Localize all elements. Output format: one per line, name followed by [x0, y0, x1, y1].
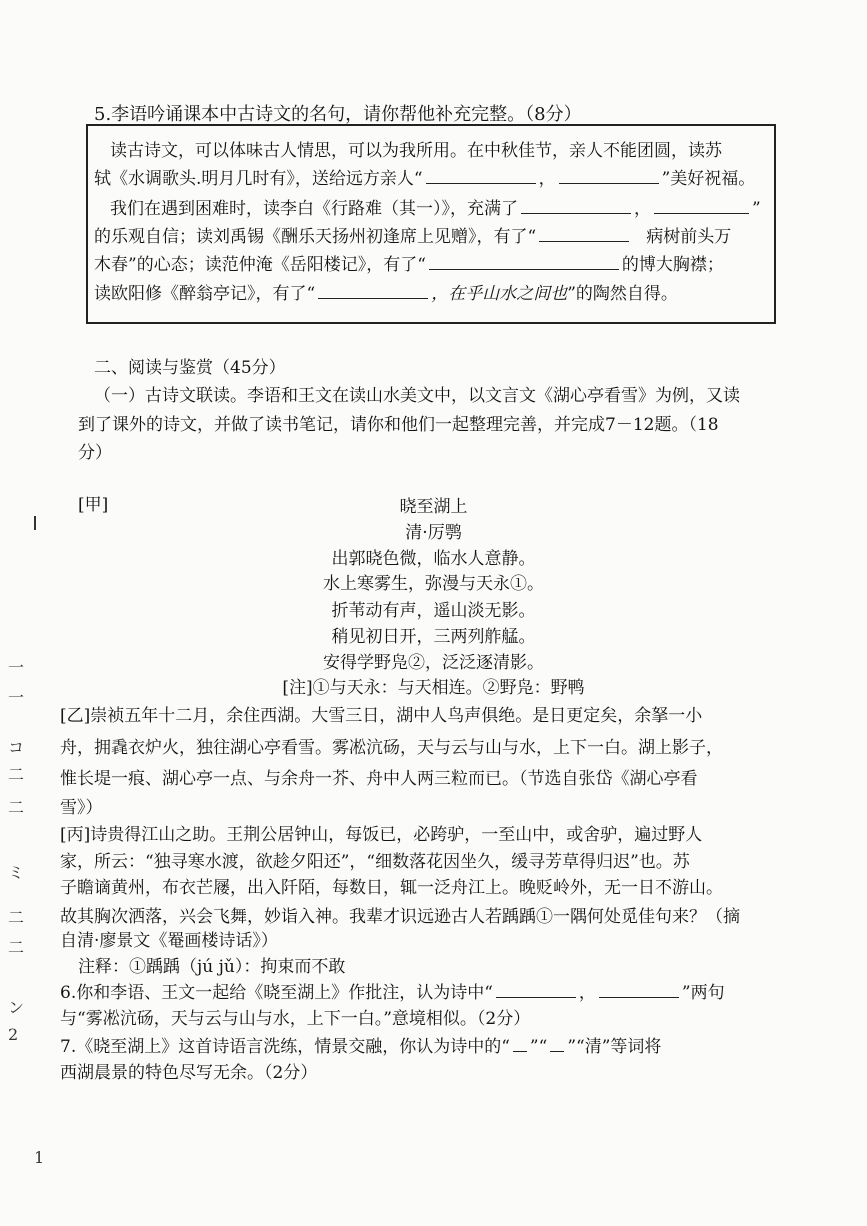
answer-blank [539, 240, 629, 242]
q5-text: ” [752, 199, 761, 219]
bing-note: 注释：①踽踽（jú jǔ）：拘束而不敢 [78, 957, 346, 977]
q6-text: 6.你和李语、王文一起给《晓至湖上》作批注，认为诗中“ [60, 983, 493, 1003]
bing-line: 故其胸次洒落，兴会飞舞，妙诣入神。我辈才识远逊古人若踽踽①一隅何处觅佳句来？（摘 [60, 907, 740, 927]
poem-line: 折苇动有声，遥山淡无影。 [331, 601, 536, 621]
answer-blank [318, 297, 428, 299]
q5-text: ”美好祝福。 [661, 169, 756, 189]
answer-blank [521, 212, 631, 214]
q5-paragraph1-line2 [94, 164, 755, 189]
margin-mark: 二 [8, 798, 25, 817]
bing-line: 家，所云：“独寻寒水渡，欲趁夕阳还”，“细数落花因坐久，缓寻芳草得归迟”也。苏 [60, 852, 690, 872]
margin-mark: 二 [8, 908, 25, 927]
yi-line: [乙]崇祯五年十二月，余住西湖。大雪三日，湖中人鸟声俱绝。是日更定矣，余拏一小 [60, 706, 703, 726]
poem-line: 稍见初日开，三两列舴艋。 [331, 627, 536, 647]
bing-line: [丙]诗贵得江山之助。王荆公居钟山，每饭已，必跨驴，一至山中，或舍驴，遍过野人 [60, 825, 703, 845]
margin-mark: 一 [8, 688, 25, 707]
answer-blank [654, 212, 749, 214]
section-2-intro-line2: 到了课外的诗文，并做了读书笔记，请你和他们一起整理完善，并完成7－12题。（18 [78, 415, 719, 435]
margin-mark: 二 [8, 765, 25, 784]
q5-text: 的乐观自信；读刘禹锡《酬乐天扬州初逢席上见赠》，有了“ [94, 227, 537, 247]
q6-text: ， [578, 983, 596, 1003]
q5-handwritten-text: ，在乎山水之间也 [431, 284, 568, 304]
answer-blank [429, 268, 619, 270]
question-7-line1 [60, 1032, 661, 1057]
q7-text: ”“清”等词将 [567, 1037, 662, 1057]
q5-paragraph1-line1: 读古诗文，可以体味古人情思，可以为我所用。在中秋佳节，亲人不能团圆，读苏 [110, 141, 722, 161]
page-mark: 1 [34, 1148, 45, 1167]
q5-text: ， [634, 199, 651, 219]
answer-blank [513, 1050, 527, 1052]
yi-line: 雪》） [60, 798, 103, 818]
question-6-line2: 与“雾凇沆砀，天与云与山与水，上下一白。”意境相似。（2分） [60, 1009, 531, 1029]
q7-text: 7.《晓至湖上》这首诗语言洗练，情景交融，你认为诗中的“ [60, 1037, 510, 1057]
margin-mark: 二 [8, 938, 25, 957]
bing-line: 自清·廖景文《罨画楼诗话》） [60, 931, 278, 951]
section-2-intro-line1: （一）古诗文联读。李语和王文在读山水美文中，以文言文《湖心亭看雪》为例，又读 [94, 386, 740, 406]
q5-text: 的博大胸襟； [621, 255, 724, 275]
section-2-intro-line3: 分） [78, 443, 112, 463]
margin-mark: ン [8, 998, 25, 1017]
margin-mark: 2 [8, 1025, 19, 1044]
question-6-line1 [60, 978, 725, 1003]
poem-author: 清·厉鹗 [405, 523, 462, 543]
q5-paragraph2-line4 [94, 279, 678, 304]
q5-text: 轼《水调歌头.明月几时有》，送给远方亲人“ [94, 169, 423, 189]
q7-text: ”“ [529, 1037, 548, 1057]
answer-blank [599, 996, 679, 998]
answer-blank [550, 1050, 564, 1052]
jia-tag: [甲] [78, 495, 109, 515]
poem-line: 安得学野凫②，泛泛逐清影。 [323, 653, 544, 673]
margin-mark: ミ [8, 863, 25, 882]
q5-text: 病树前头万 [646, 227, 732, 247]
q5-paragraph2-line2 [94, 222, 731, 247]
q5-text: 读欧阳修《醉翁亭记》，有了“ [94, 284, 316, 304]
yi-line: 舟，拥毳衣炉火，独往湖心亭看雪。雾凇沆砀，天与云与山与水，上下一白。湖上影子， [60, 738, 723, 758]
poem-note: [注]①与天永：与天相连。②野凫：野鸭 [282, 678, 585, 698]
question-7-line2: 西湖晨景的特色尽写无余。（2分） [60, 1063, 318, 1083]
answer-blank [559, 182, 659, 184]
answer-blank [426, 182, 536, 184]
margin-tick [34, 516, 36, 530]
section-2-heading: 二、阅读与鉴赏（45分） [94, 358, 286, 378]
answer-blank [496, 996, 576, 998]
poem-title: 晓至湖上 [399, 497, 468, 517]
poem-line: 水上寒雾生，弥漫与天永①。 [323, 574, 544, 594]
q5-paragraph2-line3 [94, 250, 724, 275]
q5-paragraph2-line1 [110, 194, 761, 219]
yi-line: 惟长堤一痕、湖心亭一点、与余舟一芥、舟中人两三粒而已。（节选自张岱《湖心亭看 [60, 769, 698, 789]
q5-text: 木春”的心态；读范仲淹《岳阳楼记》，有了“ [94, 255, 426, 275]
bing-line: 子瞻谪黄州，布衣芒屦，出入阡陌，每数日，辄一泛舟江上。晚贬岭外，无一日不游山。 [60, 878, 723, 898]
margin-mark: コ [8, 738, 25, 757]
q5-text: ”的陶然自得。 [567, 284, 678, 304]
poem-line: 出郭晓色微，临水人意静。 [331, 549, 536, 569]
question-5-title: 5.李语吟诵课本中古诗文的名句，请你帮他补充完整。（8分） [94, 104, 582, 125]
margin-mark: 一 [8, 658, 25, 677]
q5-text: ， [538, 169, 556, 189]
question-5-box [86, 124, 776, 324]
q5-text: 我们在遇到困难时，读李白《行路难（其一）》，充满了 [110, 199, 518, 219]
q6-text: ”两句 [681, 983, 725, 1003]
